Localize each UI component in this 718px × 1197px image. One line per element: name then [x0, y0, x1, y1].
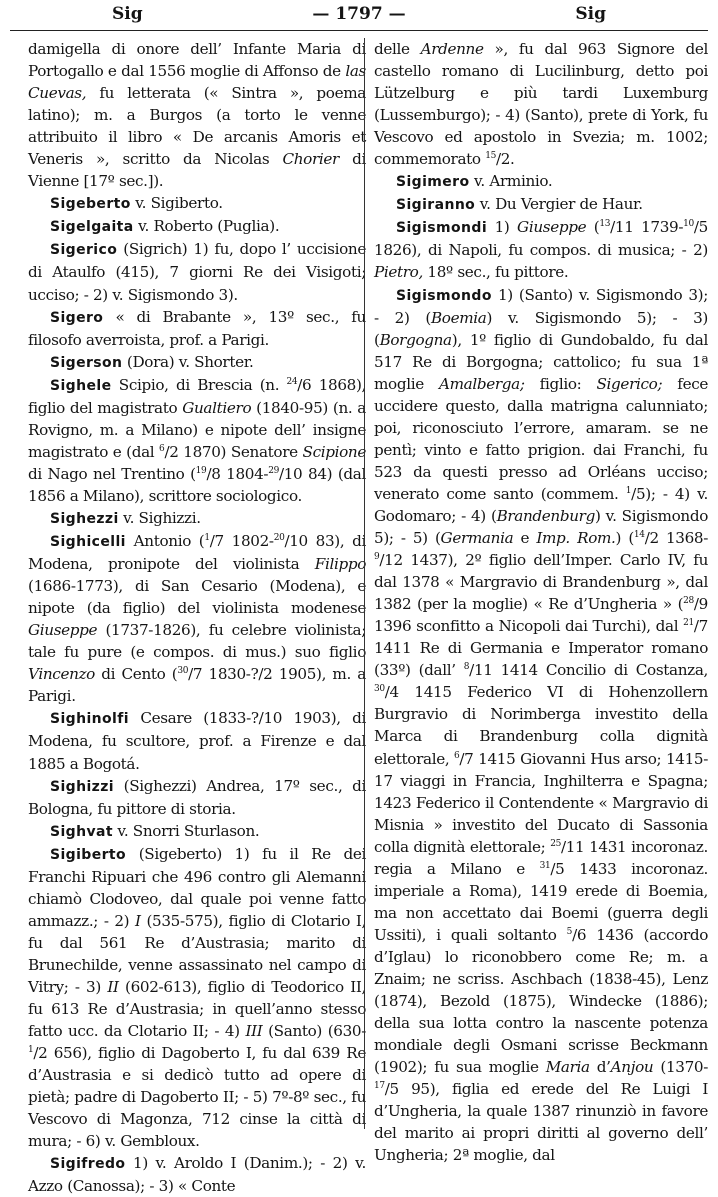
superscript-day: 25 — [550, 838, 561, 849]
entry-text: /6 1436 (accordo d’Iglau) lo riconobbero come Re; m. a Znaim; ne scriss. Aschbach (1838-45), Lenz (1874), Bezold (1875), Windecke (1886); della sua lotta contro la nascente potenza mondiale degli Osmani scrisse Beckmann (1902); fu sua moglie — [374, 925, 709, 1077]
dictionary-entry — [28, 530, 366, 707]
superscript-day: 9 — [374, 552, 380, 563]
entry-text: (1370- — [653, 1058, 709, 1077]
entry-text: /7 1411 Re di Germania e Imperator romano (33º) (dall’ — [374, 617, 708, 680]
italic-text: III — [245, 1022, 263, 1041]
superscript-day: 17 — [374, 1081, 385, 1092]
entry-headword: Sigerico — [50, 242, 118, 259]
entry-text: v. Sigiberto. — [130, 194, 223, 213]
entry-headword: Sighizzi — [50, 778, 114, 795]
page-number: — 1797 — — [312, 4, 406, 24]
entry-headword: Sighezzi — [50, 510, 119, 527]
superscript-day: 5 — [566, 926, 573, 937]
entry-text: /10 84) (dal 1856 a Milano), scrittore sociologico. — [28, 464, 367, 505]
superscript-day: 30 — [177, 666, 189, 677]
superscript-day: 19 — [195, 465, 207, 476]
superscript-day: 24 — [286, 376, 298, 387]
entry-text: v. Snorri Sturlason. — [112, 821, 260, 840]
entry-text: 1) — [487, 218, 518, 237]
superscript-day: 1 — [28, 1045, 34, 1056]
italic-text: Scipione — [302, 442, 366, 461]
entry-text: di Nago nel Trentino ( — [28, 464, 196, 483]
entry-headword: Sighicelli — [50, 534, 126, 551]
superscript-day: 1 — [625, 485, 632, 496]
entry-text: /8 1804- — [206, 464, 269, 483]
dictionary-entry — [374, 170, 708, 193]
column-divider — [364, 38, 365, 1129]
entry-text: d’ — [589, 1058, 611, 1077]
superscript-day: 30 — [374, 684, 385, 695]
dictionary-entry — [28, 843, 366, 1153]
entry-text: /5 95), figlia ed erede del Re Luigi I d’Ungheria, la quale 1387 rinunziò in favore del marito ai propri diritti al governo dell’ Ungheria; 2ª moglie, dal — [374, 1080, 708, 1165]
entry-text: /12 1437), 2º figlio dell’Imper. Carlo IV, fu dal 1378 « Margravio di Brandenburg », dal 1382 (per la moglie) « Re d’Ungheria » ( — [374, 551, 708, 614]
entry-text: (Sigrich) 1) fu, dopo l’ uccisione di Ataulfo (415), 7 giorni Re dei Visigoti; ucciso; - 2) v. Sigismondo 3). — [28, 240, 366, 304]
entry-text: fu letterata (« Sintra », poema latino); m. a Burgos (a torto le venne attribuito il libro « De arcanis Amoris et Veneris », scritto da Nicolas — [28, 84, 366, 169]
entry-text: /5 1433 incoronaz. imperiale a Roma), 1419 erede di Boemia, ma non accettato dai Boemi (guerra degli Ussiti), i quali soltanto — [374, 859, 708, 944]
superscript-day: 6 — [454, 750, 460, 761]
entry-text: /2. — [495, 150, 515, 169]
superscript-day: 1 — [204, 532, 210, 543]
entry-text: v. Arminio. — [469, 172, 553, 191]
left-column — [28, 38, 366, 1197]
dictionary-entry — [28, 374, 366, 507]
italic-text: Filippo — [314, 555, 366, 574]
dictionary-entry — [374, 284, 708, 1167]
entry-text: /2 1870) Senatore — [164, 442, 303, 461]
superscript-day: 28 — [683, 596, 694, 607]
italic-text: Vincenzo — [28, 665, 95, 684]
dictionary-entry — [28, 215, 366, 238]
entry-text: ), 1º figlio di Gundobaldo, fu dal 517 Re di Borgogna; cattolico; fu sua 1ª moglie — [374, 330, 708, 393]
entry-text: v. Roberto (Puglia). — [133, 217, 280, 236]
italic-text: las Cuevas, — [28, 62, 366, 103]
entry-headword: Sigiranno — [396, 197, 476, 214]
header-left-keyword: Sig — [112, 4, 143, 24]
entry-text: damigella di onore dell’ Infante Maria di Portogallo e dal 1556 moglie di Affonso de — [28, 40, 366, 81]
entry-headword: Sigero — [50, 309, 104, 326]
entry-headword: Sigiberto — [50, 846, 127, 863]
entry-text: v. Sighizzi. — [118, 508, 201, 527]
entry-text: ) v. Sigismondo 5); - 5) ( — [374, 506, 708, 548]
italic-text: Ardenne — [420, 40, 484, 58]
entry-text: (1686-1773), di San Cesario (Modena), e nipote (da figlio) del violinista modenese — [28, 577, 366, 618]
entry-headword: Sighinolfi — [50, 711, 129, 728]
entry-text: delle — [374, 40, 421, 58]
entry-text: /10 83), di Modena, pronipote del violinista — [28, 532, 367, 574]
entry-headword: Sigerson — [50, 354, 123, 371]
entry-text: figlio: — [524, 374, 597, 393]
dictionary-entry — [28, 306, 366, 351]
entry-text: ) v. Sigismondo 5); - 3) ( — [374, 308, 708, 349]
entry-text: v. Du Vergier de Haur. — [475, 195, 643, 214]
entry-headword: Sighvat — [50, 823, 113, 840]
italic-text: Boemia — [431, 308, 487, 327]
italic-text: Sigerico; — [596, 374, 663, 393]
italic-text: Giuseppe — [517, 218, 587, 237]
dictionary-entry — [28, 507, 366, 530]
entry-text: /11 1414 Concilio di Costanza, — [469, 661, 709, 680]
entry-text: /6 1868), figlio del magistrato — [28, 375, 366, 417]
italic-text: Brandenburg — [496, 506, 595, 525]
dictionary-entry — [28, 238, 366, 305]
entry-text: (1840-95) (n. a Rovigno, m. a Milano) e nipote dell’ insigne magistrato e (dal — [28, 398, 366, 461]
entry-text: /5 1826), di Napoli, fu compos. di musica; - 2) — [374, 218, 708, 260]
italic-text: Maria — [545, 1058, 590, 1077]
dictionary-entry — [28, 820, 366, 843]
entry-text: Antonio ( — [125, 532, 205, 551]
page-header — [10, 0, 708, 31]
dictionary-entry — [28, 38, 366, 192]
entry-headword: Sigismondo — [396, 287, 492, 304]
dictionary-entry — [28, 775, 366, 820]
italic-text: Chorier — [282, 150, 339, 169]
entry-text: (602-613), figlio di Teodorico II, fu 613 Re d’Austrasia; in quell’anno stesso fatto ucc. da Clotario II; - 4) — [28, 977, 366, 1041]
italic-text: Germania — [440, 529, 514, 548]
dictionary-entry — [28, 1152, 366, 1197]
italic-text: Borgogna — [379, 330, 452, 349]
entry-text: /7 1830-?/2 1905), m. a Parigi. — [28, 665, 366, 706]
entry-text: e — [513, 529, 537, 548]
italic-text: Anjou — [610, 1058, 654, 1077]
superscript-day: 29 — [268, 465, 279, 476]
superscript-day: 15 — [485, 151, 496, 162]
entry-text: 1) v. Aroldo I (Danim.); - 2) v. Azzo (Canossa); - 3) « Conte — [28, 1154, 366, 1196]
dictionary-entry — [28, 707, 366, 774]
entry-text: (Dora) v. Shorter. — [122, 352, 254, 371]
entry-headword: Sigeberto — [50, 196, 131, 213]
entry-text: », fu dal 963 Signore del castello romano di Lucilinburg, detto poi Lützelburg e più tardi Luxemburg (Lussemburgo); - 4) (Santo), prete di York, fu Vescovo ed apostolo in Svezia; m. 1002; commemorato — [374, 40, 708, 169]
entry-text: /9 1396 sconfitto a Nicopoli dai Turchi), dal — [374, 595, 708, 636]
text-columns — [10, 38, 710, 1196]
italic-text: Pietro, — [374, 263, 423, 282]
entry-text: « di Brabante », 13º sec., fu filosofo averroista, prof. a Parigi. — [28, 307, 366, 349]
superscript-day: 14 — [633, 529, 645, 540]
entry-text: fece uccidere questo, dalla matrigna calunniato; poi, riconosciuto l’errore, amaram. se ne pentì; vinto e fatto prigion. dai Franchi, fu 523 da questi presso ad Orléans ucciso; venerato come santo (commem. — [374, 374, 708, 503]
entry-headword: Sigelgaita — [50, 219, 134, 236]
entry-text: /2 1368- — [644, 529, 709, 548]
entry-text: /11 1431 incoronaz. regia a Milano e — [374, 837, 708, 878]
italic-text: Imp. Rom. — [536, 529, 616, 548]
superscript-day: 13 — [599, 219, 611, 230]
entry-text: (Sigeberto) 1) fu il Re dei Franchi Ripuari che 496 contro gli Alemanni chiamò Clodoveo, dal quale poi venne fatto ammazz.; - 2) — [28, 844, 366, 930]
superscript-day: 21 — [683, 618, 694, 629]
dictionary-entry — [374, 216, 708, 283]
entry-text: (535-575), figlio di Clotario I, fu dal 561 Re d’Austrasia; marito di Brunechilde, venne assassinato nel campo di Vitry; - 3) — [28, 911, 366, 996]
superscript-day: 20 — [273, 532, 285, 543]
entry-text: (Sighezzi) Andrea, 17º sec., di Bologna, fu pittore di storia. — [28, 776, 366, 818]
italic-text: I — [135, 911, 141, 930]
italic-text: II — [107, 977, 119, 996]
entry-text: /11 1739- — [610, 218, 684, 237]
entry-text: /4 1415 Federico VI di Hohenzollern Burgravio di Norimberga investito della Marca di Brandenburg colla dignità elettorale, — [374, 683, 708, 768]
superscript-day: 6 — [159, 443, 165, 454]
header-right-keyword: Sig — [575, 4, 606, 24]
italic-text: Gualtiero — [182, 398, 252, 417]
entry-text: di Cento ( — [94, 665, 178, 684]
entry-text: /2 656), figlio di Dagoberto I, fu dal 639 Re d’Austrasia e si dedicò tutto ad opere di pietà; padre di Dagoberto II; - 5) 7º-8º sec., fu Vescovo di Magonza, 712 cinse la città di mura; - 6) v. Gembloux. — [28, 1044, 366, 1151]
dictionary-entry — [374, 193, 708, 216]
dictionary-entry — [28, 351, 366, 374]
entry-text: /7 1415 Giovanni Hus arso; 1415-17 viaggi in Francia, Inghilterra e Spagna; 1423 Federico il Contendente « Margravio di Misnia » investito del Ducato di Sassonia colla dignità elettorale; — [374, 749, 708, 856]
entry-text: di Vienne [17º sec.]). — [28, 150, 366, 191]
right-column — [374, 38, 708, 1166]
superscript-day: 10 — [683, 219, 694, 230]
italic-text: Amalberga; — [438, 374, 525, 393]
entry-text: 18º sec., fu pittore. — [422, 263, 569, 282]
entry-text: (Santo) (630- — [262, 1022, 366, 1041]
italic-text: Giuseppe — [28, 621, 98, 640]
dictionary-entry — [374, 38, 708, 170]
entry-text: ) ( — [615, 529, 634, 548]
entry-headword: Sigimero — [396, 174, 470, 191]
entry-headword: Sigifredo — [50, 1156, 126, 1173]
entry-text: /5); - 4) v. Godomaro; - 4) ( — [374, 484, 708, 525]
entry-text: /7 1802- — [209, 532, 274, 551]
entry-text: Scipio, di Brescia (n. — [111, 375, 287, 394]
superscript-day: 8 — [463, 662, 470, 673]
entry-text: (1737-1826), fu celebre violinista; tale fu pure (e compos. di mus.) suo figlio — [28, 621, 366, 662]
dictionary-entry — [28, 192, 366, 215]
superscript-day: 31 — [539, 860, 551, 871]
entry-text: ( — [586, 218, 600, 237]
entry-headword: Sigismondi — [396, 220, 488, 237]
entry-headword: Sighele — [50, 377, 112, 394]
entry-text: Cesare (1833-?/10 1903), di Modena, fu scultore, prof. a Firenze e dal 1885 a Bogotá. — [28, 709, 366, 773]
entry-text: 1) (Santo) v. Sigismondo 3); - 2) ( — [374, 285, 708, 327]
